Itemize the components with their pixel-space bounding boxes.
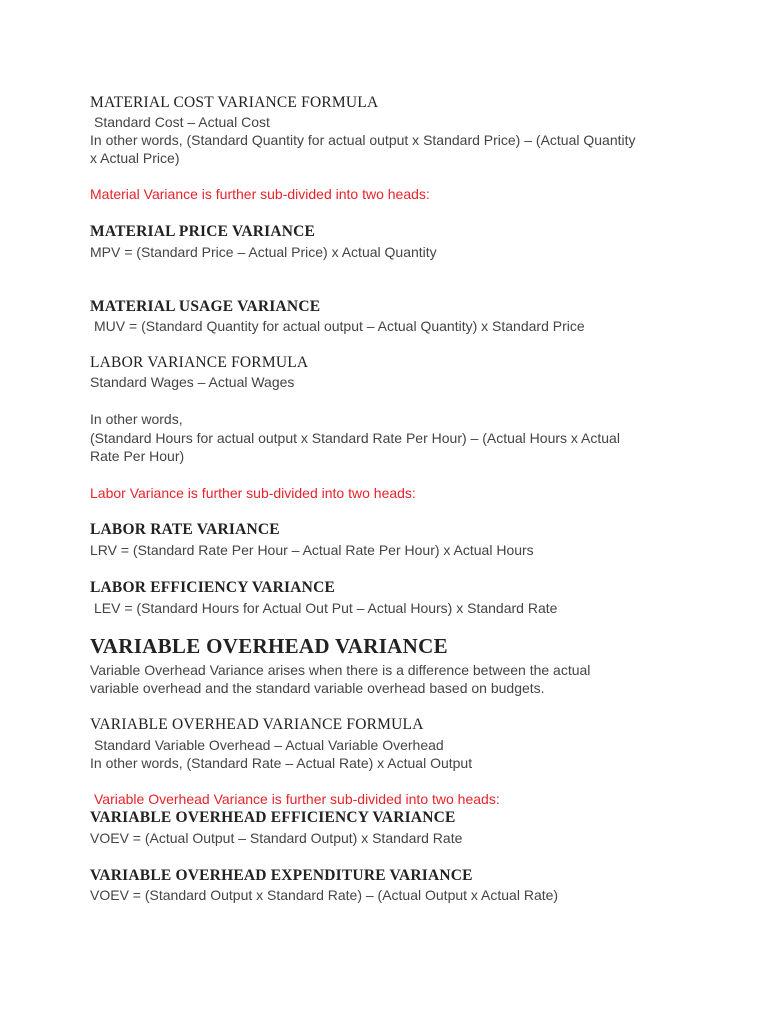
variable-overhead-expenditure-variance-heading: VARIABLE OVERHEAD EXPENDITURE VARIANCE — [90, 867, 473, 884]
labor-variance-formula: Standard Wages – Actual Wages — [90, 374, 295, 390]
variable-overhead-formula-heading: VARIABLE OVERHEAD VARIANCE FORMULA — [90, 716, 424, 733]
labor-efficiency-variance-heading: LABOR EFFICIENCY VARIANCE — [90, 579, 336, 596]
variable-overhead-variance-description: Variable Overhead Variance arises when there is a difference between the actual — [90, 662, 591, 678]
labor-rate-variance-heading: LABOR RATE VARIANCE — [90, 521, 280, 538]
labor-variance-note: Labor Variance is further sub-divided into two heads: — [90, 485, 416, 501]
variable-overhead-formula-explanation: In other words, (Standard Rate – Actual Rate) x Actual Output — [90, 755, 473, 771]
variable-overhead-efficiency-variance-heading: VARIABLE OVERHEAD EFFICIENCY VARIANCE — [90, 809, 456, 826]
material-usage-variance-heading: MATERIAL USAGE VARIANCE — [90, 298, 321, 315]
labor-variance-heading: LABOR VARIANCE FORMULA — [90, 354, 309, 371]
variable-overhead-note: Variable Overhead Variance is further sub-divided into two heads: — [94, 791, 500, 807]
variable-overhead-formula: Standard Variable Overhead – Actual Variable Overhead — [94, 737, 444, 753]
material-cost-variance-explanation: In other words, (Standard Quantity for actual output x Standard Price) – (Actual Quantity — [90, 132, 636, 148]
variable-overhead-efficiency-variance-formula: VOEV = (Actual Output – Standard Output) x Standard Rate — [90, 830, 463, 846]
labor-efficiency-variance-formula: LEV = (Standard Hours for Actual Out Put – Actual Hours) x Standard Rate — [94, 600, 558, 616]
variable-overhead-variance-description-cont: variable overhead and the standard variable overhead based on budgets. — [90, 680, 545, 696]
labor-variance-explanation-intro: In other words, — [90, 411, 183, 427]
labor-variance-explanation: (Standard Hours for actual output x Standard Rate Per Hour) – (Actual Hours x Actual — [90, 430, 620, 446]
variable-overhead-variance-heading: VARIABLE OVERHEAD VARIANCE — [90, 634, 448, 658]
labor-rate-variance-formula: LRV = (Standard Rate Per Hour – Actual Rate Per Hour) x Actual Hours — [90, 542, 534, 558]
material-usage-variance-formula: MUV = (Standard Quantity for actual output – Actual Quantity) x Standard Price — [94, 318, 585, 334]
material-variance-note: Material Variance is further sub-divided into two heads: — [90, 186, 430, 202]
material-cost-variance-formula: Standard Cost – Actual Cost — [94, 114, 270, 130]
material-cost-variance-explanation-cont: x Actual Price) — [90, 150, 180, 166]
labor-variance-explanation-cont: Rate Per Hour) — [90, 448, 185, 464]
variable-overhead-expenditure-variance-formula: VOEV = (Standard Output x Standard Rate) – (Actual Output x Actual Rate) — [90, 887, 559, 903]
material-price-variance-formula: MPV = (Standard Price – Actual Price) x Actual Quantity — [90, 244, 437, 260]
material-price-variance-heading: MATERIAL PRICE VARIANCE — [90, 223, 316, 240]
material-cost-variance-heading: MATERIAL COST VARIANCE FORMULA — [90, 94, 379, 111]
